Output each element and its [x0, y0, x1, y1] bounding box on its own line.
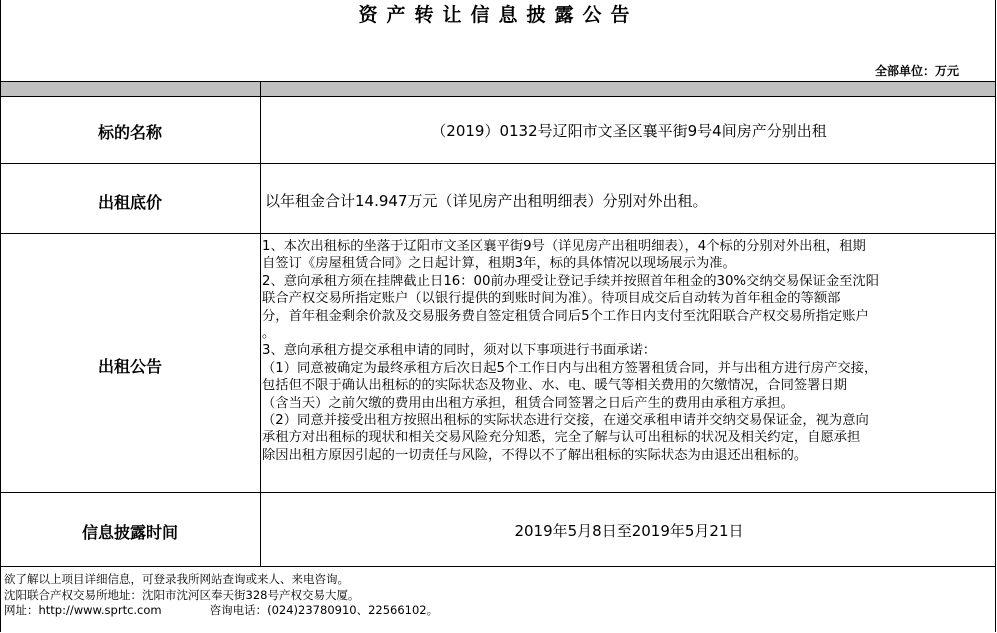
notice-line: （2）同意并接受出租方按照出租标的实际状态进行交接，在递交承租申请并交纳交易保证金，视为意向	[262, 413, 869, 429]
value-disclosure-period: 2019年5月8日至2019年5月21日	[514, 522, 744, 540]
label-disclosure-period: 信息披露时间	[81, 523, 178, 542]
notice-line: 联合产权交易所指定账户（以银行提供的到账时间为准）。待项目成交后自动转为首年租金的等额部	[262, 291, 841, 307]
label-rent-notice: 出租公告	[97, 357, 162, 376]
phone-number: 咨询电话：(024)23780910、22566102。	[209, 603, 439, 618]
header-band	[1, 82, 995, 96]
label-target-name: 标的名称	[97, 123, 162, 142]
notice-line: （含当天）之前欠缴的费用由出租方承担，租赁合同签署之日后产生的费用由承租方承担。	[262, 395, 794, 411]
website-link[interactable]: 网址：http://www.sprtc.com	[4, 603, 162, 618]
notice-line: 3、意向承租方提交承租申请的同时，须对以下事项进行书面承诺：	[262, 343, 657, 359]
notice-line: 2、意向承租方须在挂牌截止日16：00前办理受让登记手续并按照首年租金的30%交纳交易保证金至沈阳	[262, 273, 880, 289]
notice-line: （1）同意被确定为最终承租方后次日起5个工作日内与出租方签署租赁合同，并与出租方进行房产交接，	[262, 360, 878, 376]
footer-line-contact	[4, 603, 438, 619]
unit-note: 全部单位：万元	[874, 64, 959, 78]
page-title: 资产转让信息披露公告	[358, 4, 639, 26]
label-rent-floor-price: 出租底价	[97, 193, 162, 212]
notice-line: 除因出租方原因引起的一切责任与风险，不得以不了解出租标的实际状态为由退还出租标的。	[262, 447, 808, 463]
footer-line-address: 沈阳联合产权交易所地址：沈阳市沈河区奉天街328号产权交易大厦。	[4, 587, 360, 602]
footer-line-inquiry: 欲了解以上项目详细信息，可登录我所网站查询或来人、来电咨询。	[4, 572, 349, 586]
notice-line: 1、本次出租标的坐落于辽阳市文圣区襄平街9号（详见房产出租明细表），4个标的分别对外出租，租期	[262, 239, 866, 254]
value-rent-floor-price: 以年租金合计14.947万元（详见房产出租明细表）分别对外出租。	[265, 192, 708, 210]
value-target-name: （2019）0132号辽阳市文圣区襄平街9号4间房产分别出租	[431, 122, 827, 140]
notice-line: 分，首年租金剩余价款及交易服务费自签定租赁合同后5个工作日内支付至沈阳联合产权交易所指定账户	[262, 308, 869, 324]
notice-line: 自签订《房屋租赁合同》之日起计算，租期3年，标的具体情况以现场展示为准。	[262, 256, 736, 272]
rent-notice-text	[262, 238, 995, 464]
footer-contact	[4, 572, 438, 619]
notice-line: 。	[262, 326, 276, 342]
notice-line: 承租方对出租标的现状和相关交易风险充分知悉，完全了解与认可出租标的状况及相关约定，自愿承担	[262, 430, 861, 446]
notice-line: 包括但不限于确认出租标的的实际状态及物业、水、电、暖气等相关费用的欠缴情况，合同签署日期	[262, 378, 848, 394]
